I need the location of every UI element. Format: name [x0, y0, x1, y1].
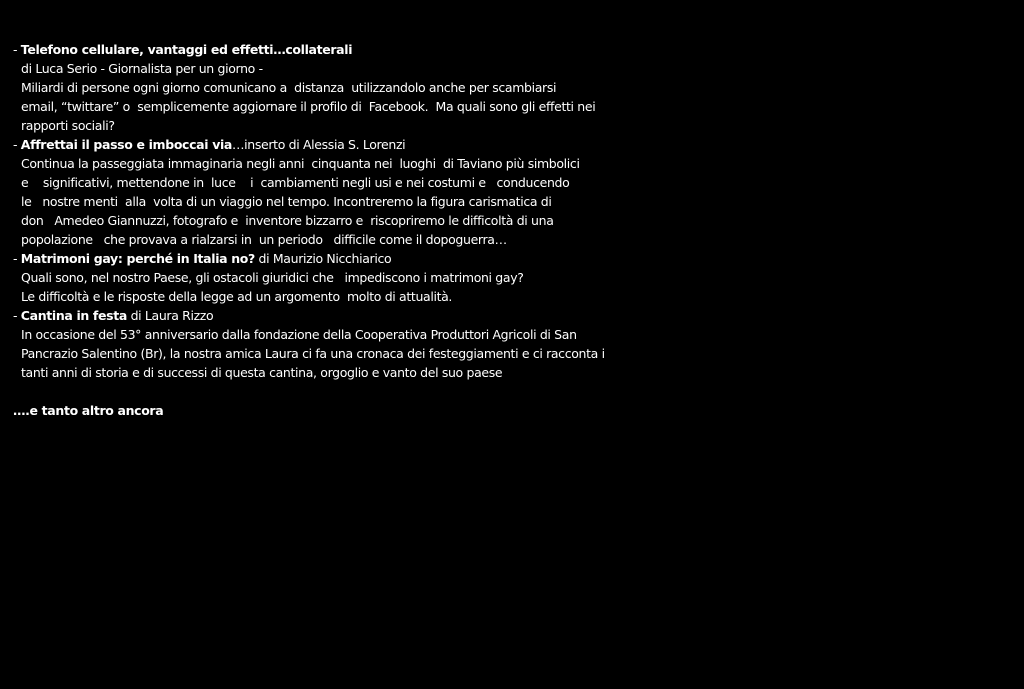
article-text-line: In occasione del 53° anniversario dalla fondazione della Cooperativa Produttori Agricoli di San [21, 327, 577, 342]
article-byline: di Maurizio Nicchiarico [254, 251, 392, 266]
article-title: Cantina in festa [20, 308, 127, 323]
article-item [13, 306, 1013, 382]
article-heading [13, 40, 1013, 59]
article-text-line: email, “twittare” o semplicemente aggiornare il profilo di Facebook. Ma quali sono gli effetti nei [21, 99, 596, 114]
article-item [13, 249, 1013, 306]
list-dash: - [13, 137, 21, 152]
article-heading [13, 249, 1013, 268]
list-dash: - [13, 42, 21, 57]
article-list [13, 40, 1013, 420]
article-title: Telefono cellulare, vantaggi ed effetti…collaterali [20, 42, 353, 57]
article-text-line: don Amedeo Giannuzzi, fotografo e inventore bizzarro e riscopriremo le difficoltà di una [21, 213, 554, 228]
footer-text: ….e tanto altro ancora [13, 403, 164, 418]
article-text-line: Continua la passeggiata immaginaria negli anni cinquanta nei luoghi di Taviano più simbolici [21, 156, 580, 171]
article-text-line: le nostre menti alla volta di un viaggio nel tempo. Incontreremo la figura carismatica di [21, 194, 552, 209]
spacer [13, 382, 1013, 401]
article-text-line: Pancrazio Salentino (Br), la nostra amica Laura ci fa una cronaca dei festeggiamenti e ci racconta i [21, 346, 605, 361]
article-item [13, 135, 1013, 249]
article-text-line: popolazione che provava a rialzarsi in un periodo difficile come il dopoguerra… [21, 232, 507, 247]
article-item [13, 40, 1013, 135]
article-text-line: Quali sono, nel nostro Paese, gli ostacoli giuridici che impediscono i matrimoni gay? [21, 270, 524, 285]
article-title: Matrimoni gay: perché in Italia no? [20, 251, 255, 266]
list-dash: - [13, 308, 21, 323]
article-heading [13, 135, 1013, 154]
article-text-line: tanti anni di storia e di successi di questa cantina, orgoglio e vanto del suo paese [21, 365, 503, 380]
article-text-line: e significativi, mettendone in luce i cambiamenti negli usi e nei costumi e conducendo [21, 175, 570, 190]
article-title: Affrettai il passo e imboccai via [20, 137, 233, 152]
article-text-line: di Luca Serio - Giornalista per un giorno - [21, 61, 263, 76]
article-text-line: Le difficoltà e le risposte della legge ad un argomento molto di attualità. [21, 289, 453, 304]
article-byline: di Laura Rizzo [126, 308, 214, 323]
article-text-line: Miliardi di persone ogni giorno comunicano a distanza utilizzandolo anche per scambiarsi [21, 80, 557, 95]
list-dash: - [13, 251, 21, 266]
article-byline: …inserto di Alessia S. Lorenzi [232, 137, 406, 152]
article-heading [13, 306, 1013, 325]
article-text-line: rapporti sociali? [21, 118, 115, 133]
